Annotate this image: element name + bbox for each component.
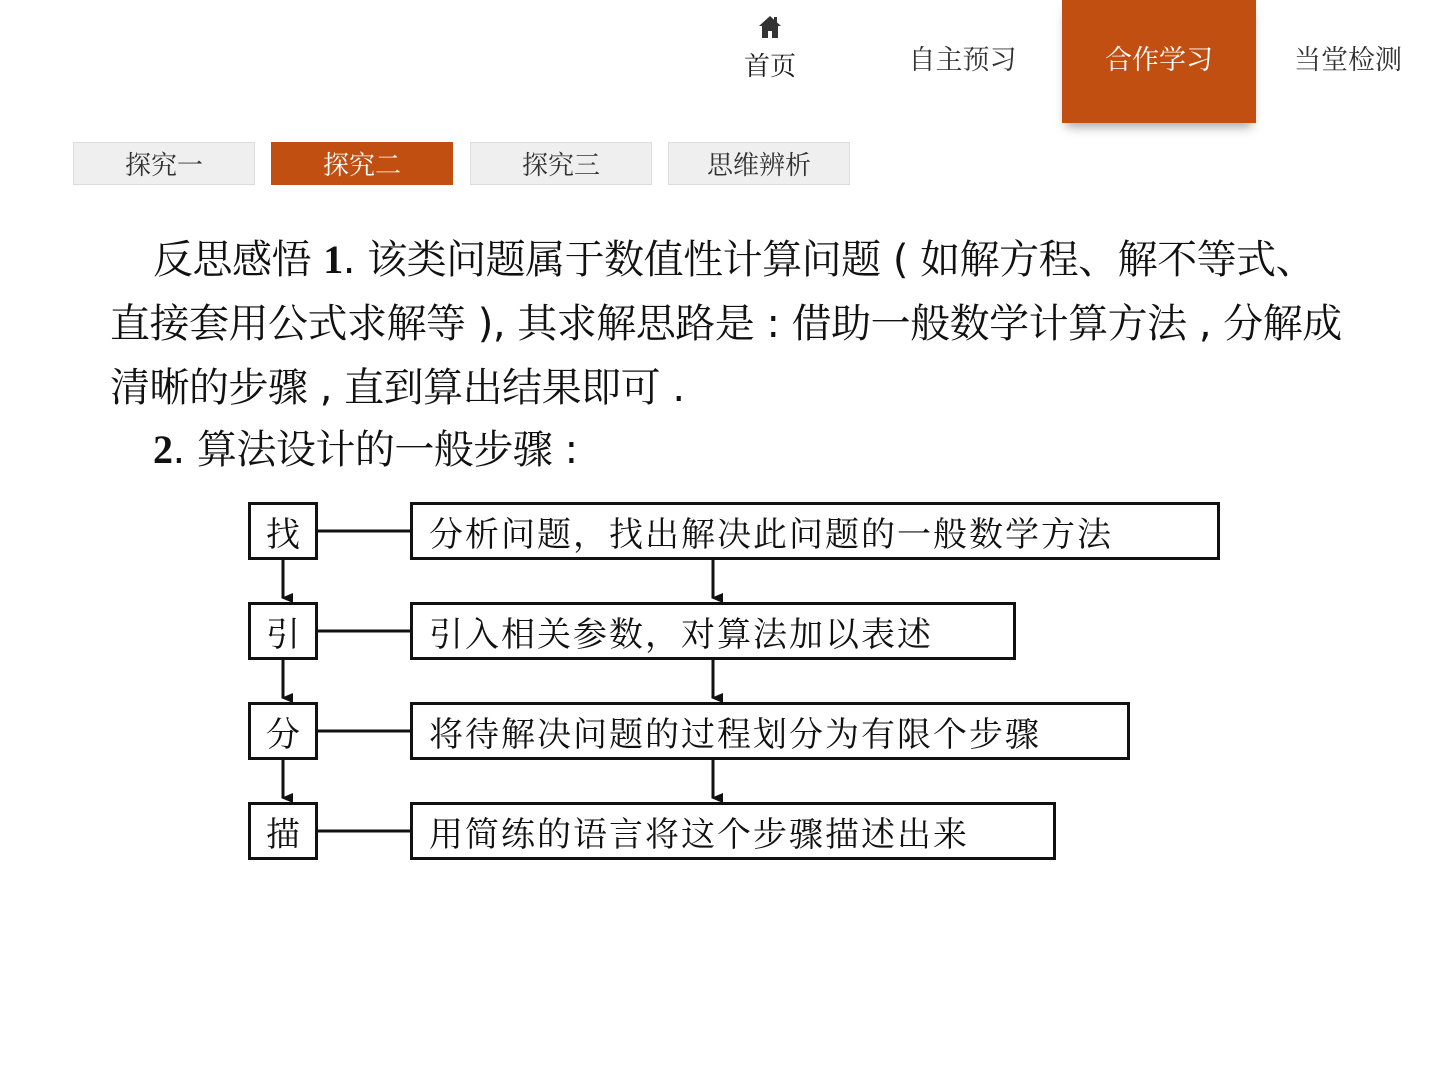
subtab-explore-2[interactable]: 探究二: [271, 142, 453, 185]
subtab-explore-1[interactable]: 探究一: [73, 142, 255, 185]
tab-cooperative-learning[interactable]: 合作学习: [1062, 0, 1256, 123]
flow-key-describe: 描: [248, 802, 318, 860]
flow-key-introduce: 引: [248, 602, 318, 660]
flow-key-divide: 分: [248, 702, 318, 760]
steps-heading: [110, 418, 1350, 482]
item-number-1: 1: [323, 237, 343, 282]
tab-self-preview[interactable]: 自主预习: [908, 45, 1017, 76]
top-navigation: [720, 0, 1440, 125]
home-button[interactable]: [720, 14, 820, 83]
reflection-lead: 反思感悟: [153, 237, 311, 283]
reflection-text: . 该类问题属于数值性计算问题 ( 如解方程、解不等式、直接套用公式求解等 ), 其求解思路是 : 借助一般数学计算方法 , 分解成清晰的步骤 , 直到算出结果即可 .: [110, 237, 1342, 411]
flow-step-1: 分析问题，找出解决此问题的一般数学方法: [410, 502, 1220, 560]
reflection-paragraph: [110, 228, 1350, 420]
subtab-analysis[interactable]: 思维辨析: [668, 142, 850, 185]
flow-step-3: 将待解决问题的过程划分为有限个步骤: [410, 702, 1130, 760]
home-icon: [757, 14, 783, 40]
flow-key-find: 找: [248, 502, 318, 560]
home-label: 首页: [743, 52, 796, 82]
item-number-2: 2: [153, 427, 173, 472]
subtab-explore-3[interactable]: 探究三: [470, 142, 652, 185]
steps-heading-text: . 算法设计的一般步骤 :: [172, 427, 578, 473]
algorithm-flowchart: [240, 495, 1230, 865]
flow-step-4: 用简练的语言将这个步骤描述出来: [410, 802, 1056, 860]
tab-in-class-test[interactable]: 当堂检测: [1294, 45, 1402, 76]
flow-step-2: 引入相关参数，对算法加以表述: [410, 602, 1016, 660]
